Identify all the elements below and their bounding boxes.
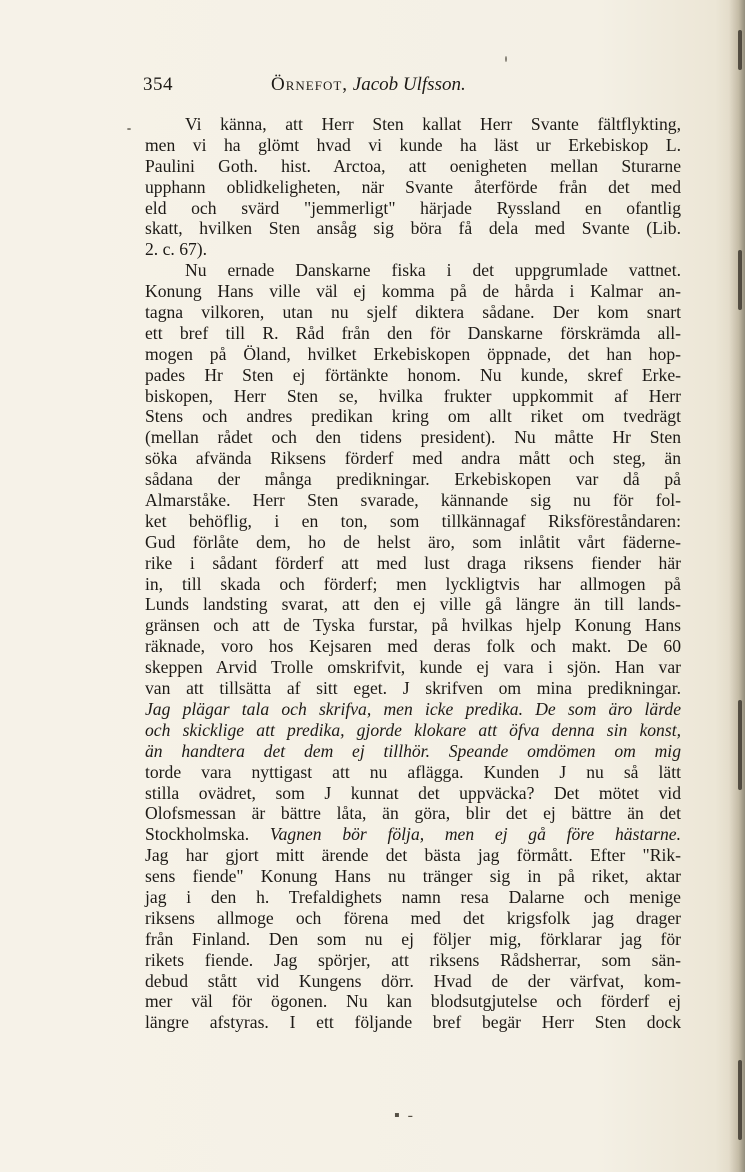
text-line: längre afstyras. I ett följande bref begär Herr Sten dock [145,1012,681,1033]
text-line: ett bref till R. Råd från den för Danskarne förskrämda all- [145,322,681,343]
page-number: 354 [143,74,173,95]
text-line: van att tillsätta af sitt eget. J skrifven om mina predikningar. [145,678,681,699]
edge-ink-mark [738,30,742,70]
text-line: Gud förlåte dem, ho de helst äro, som inlåtit vårt fäderne- [145,531,681,552]
text-line: rikets fiende. Jag spörjer, att riksens Rådsherrar, som sän- [145,949,681,970]
text-line: men vi ha glömt hvad vi kunde ha läst ur Erkebiskop L. [145,134,681,155]
text-line: riksens allmoge och förena med det krigsfolk jag drager [145,907,681,928]
page-header [143,74,683,102]
text-line: Vi känna, att Herr Sten kallat Herr Svante fältflykting, [185,114,681,134]
footer-mark: ▪ - [394,1107,415,1124]
text-line: sens fiende" Konung Hans nu tränger sig in på riket, aktar [145,866,681,887]
text-line: gränsen och att de Tyska furstar, på hvilkas hjelp Konung Hans [145,615,681,636]
italic-run: Vagnen bör följa, men ej gå före hästarne. [269,824,681,845]
running-head [271,74,466,96]
edge-ink-mark [738,1060,742,1140]
text-line-italic: Jag plägar tala och skrifva, men icke predika. De som äro lärde [145,698,681,719]
text-line: Lunds landsting svarat, att den ej ville gå längre än till lands- [145,594,681,615]
text-line: rike i sådant förderf att med lust draga riksens fiender här [145,552,681,573]
text-line-mixed [145,824,681,845]
body-text [145,114,681,1033]
text-line-italic: än handtera det dem ej tillhör. Speande omdömen om mig [145,740,681,761]
text-line: stilla ovädret, som J kunnat det uppväcka? Det mötet vid [145,782,681,803]
paper-speck [505,56,507,62]
text-line: jag i den h. Trefaldighets namn resa Dalarne och menige [145,886,681,907]
text-line: Almarståke. Herr Sten svarade, kännande sig nu för fol- [145,490,681,511]
paper-speck [127,128,131,130]
text-line: skatt, hvilken Sten ansåg sig böra få dela med Svante (Lib. [145,218,681,239]
text-line: torde vara nyttigast att nu aflägga. Kunden J nu så lätt [145,761,681,782]
edge-ink-mark [738,700,742,790]
text-line: pades Hr Sten ej förtänkte honom. Nu kunde, skref Erke- [145,364,681,385]
text-line: in, till skada och förderf; men lyckligtvis har allmogen på [145,573,681,594]
text-line: eld och svärd "jemmerligt" härjade Ryssland en ofantlig [145,197,681,218]
text-line: Paulini Goth. hist. Arctoa, att oenigheten mellan Sturarne [145,155,681,176]
text-line: räknade, voro hos Kejsaren med deras folk och makt. De 60 [145,636,681,657]
running-head-given: Jacob Ulfsson. [352,74,466,95]
text-line: sådana der många predikningar. Erkebiskopen var då på [145,469,681,490]
text-line: mogen på Öland, hvilket Erkebiskopen öppnade, det han hop- [145,343,681,364]
roman-run: Stockholmska. [145,824,270,845]
text-line: biskopen, Herr Sten se, hvilka frukter uppkommit af Herr [145,385,681,406]
text-line: Stens och andres predikan kring om allt riket om tvedrägt [145,406,681,427]
text-line: ket behöflig, i en ton, som tillkännagaf Riksföreståndaren: [145,510,681,531]
text-line: 2. c. 67). [145,239,208,260]
text-line: Nu ernade Danskarne fiska i det uppgrumlade vattnet. [185,260,681,281]
text-line-italic: och skicklige att predika, gjorde klokare att öfva denna sin konst, [145,719,681,740]
text-line: debud stått vid Kungens dörr. Hvad de der värfvat, kom- [145,970,681,991]
text-line: tagna vilkoren, utan nu sjelf diktera sådane. Der kom snart [145,302,681,323]
page-edge-shadow [729,0,745,1172]
text-line: (mellan rådet och den tidens president). Nu måtte Hr Sten [145,427,681,448]
text-line: från Finland. Den som nu ej följer mig, förklarar jag för [145,928,681,949]
text-line: mer väl för ögonen. Nu kan blodsutgjutelse och förderf ej [145,991,681,1012]
text-line: söka afvända Riksens förderf med andra mått och steg, än [145,448,681,469]
edge-ink-mark [738,250,742,310]
text-line: Olofsmessan är bättre låta, än göra, blir det ej bättre än det [145,803,681,824]
text-line: skeppen Arvid Trolle omskrifvit, kunde ej vara i sjön. Han var [145,657,681,678]
text-line: Konung Hans ville väl ej komma på de hårda i Kalmar an- [145,281,681,302]
running-head-surname: Örnefot, [271,74,349,95]
text-line: upphann oblidkeligheten, när Svante återförde från det med [145,176,681,197]
text-line: Jag har gjort mitt ärende det bästa jag förmått. Efter "Rik- [145,845,681,866]
